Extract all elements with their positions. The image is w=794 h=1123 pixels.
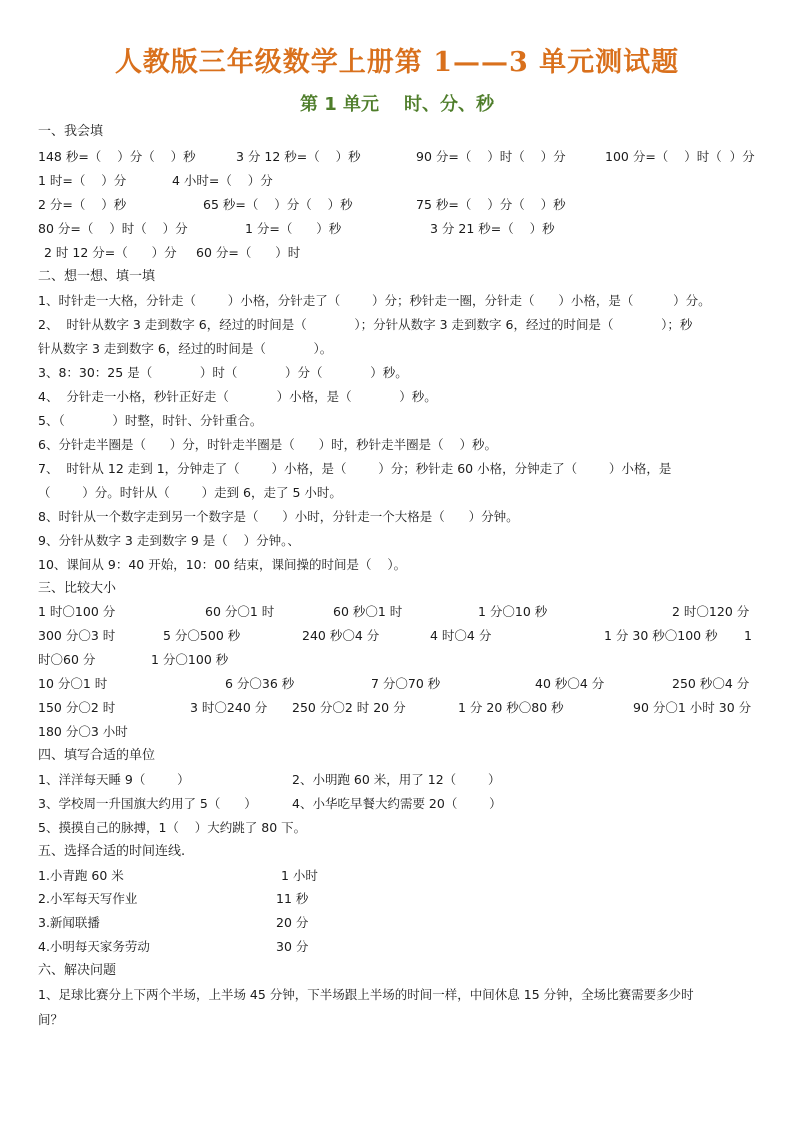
s2-question-7-cont: （ ）分。时针从（ ）走到 6，走了 5 小时。 xyxy=(38,485,342,500)
s2-question-9: 9、分针从数字 3 走到数字 9 是（ ）分钟。、 xyxy=(38,533,300,548)
s3-compare-item: 1 分 20 秒〇80 秒 xyxy=(458,700,564,715)
s3-compare-item: 250 秒〇4 分 xyxy=(672,676,750,691)
s5-duration: 1 小时 xyxy=(281,868,318,883)
s2-question-3: 3、8：30：25 是（ ）时（ ）分（ ）秒。 xyxy=(38,365,408,380)
s1-r1-item: 90 分=（ ）时（ ）分 xyxy=(416,149,566,164)
s3-compare-item: 10 分〇1 时 xyxy=(38,676,108,691)
s2-question-7: 7、 时针从 12 走到 1，分钟走了（ ）小格，是（ ）分；秒针走 60 小格，分钟走了（ ）小格，是 xyxy=(38,461,672,476)
s2-question-6: 6、分针走半圈是（ ）分，时针走半圈是（ ）时，秒针走半圈是（ ）秒。 xyxy=(38,437,498,452)
s4-row-3: 5、摸摸自己的脉搏，1（ ）大约跳了 80 下。 xyxy=(38,820,307,835)
s3-compare-item: 1 xyxy=(744,628,752,643)
s2-question-8: 8、时针从一个数字走到另一个数字是（ ）小时，分针走一个大格是（ ）分钟。 xyxy=(38,509,519,524)
s5-duration: 30 分 xyxy=(276,939,309,954)
section-4-heading: 四、填写合适的单位 xyxy=(38,748,156,763)
s3-compare-item: 240 秒〇4 分 xyxy=(302,628,380,643)
s3-compare-item: 90 分〇1 小时 30 分 xyxy=(633,700,752,715)
s2-question-1: 1、时针走一大格，分针走（ ）小格，分针走了（ ）分；秒针走一圈，分针走（ ）小格，是（ ）分。 xyxy=(38,293,711,308)
section-3-heading: 三、比较大小 xyxy=(38,581,117,596)
s3-compare-item: 60 秒〇1 时 xyxy=(333,604,403,619)
s1-r5-item: 60 分=（ ）时 xyxy=(196,245,301,260)
s3-compare-item: 2 时〇120 分 xyxy=(672,604,750,619)
s3-compare-item: 时〇60 分 xyxy=(38,652,96,667)
s1-r3-item: 65 秒=（ ）分（ ）秒 xyxy=(203,197,353,212)
s1-r4-item: 80 分=（ ）时（ ）分 xyxy=(38,221,188,236)
s1-r1-item: 148 秒=（ ）分（ ）秒 xyxy=(38,149,196,164)
s3-compare-item: 4 时〇4 分 xyxy=(430,628,492,643)
section-5-heading: 五、选择合适的时间连线. xyxy=(38,844,186,859)
s6-question-1: 1、足球比赛分上下两个半场，上半场 45 分钟，下半场跟上半场的时间一样，中间休息 15 分钟，全场比赛需要多少时 xyxy=(38,987,694,1002)
s3-compare-item: 6 分〇36 秒 xyxy=(225,676,295,691)
s3-compare-item: 300 分〇3 时 xyxy=(38,628,116,643)
s5-activity: 2.小军每天写作业 xyxy=(38,891,138,906)
s3-compare-item: 1 分〇100 秒 xyxy=(151,652,229,667)
s4-item: 2、小明跑 60 米，用了 12（ ） xyxy=(292,772,501,787)
s1-r1-item: 3 分 12 秒=（ ）秒 xyxy=(236,149,361,164)
s5-duration: 11 秒 xyxy=(276,891,309,906)
s1-r1-item: 100 分=（ ）时（ ）分 xyxy=(605,149,755,164)
s3-compare-item: 150 分〇2 时 xyxy=(38,700,116,715)
s3-compare-item: 250 分〇2 时 20 分 xyxy=(292,700,406,715)
s4-item: 1、洋洋每天睡 9（ ） xyxy=(38,772,190,787)
s3-compare-item: 1 分〇10 秒 xyxy=(478,604,548,619)
section-6-heading: 六、解决问题 xyxy=(38,963,117,978)
section-2-heading: 二、想一想、填一填 xyxy=(38,269,156,284)
s2-question-4: 4、 分针走一小格，秒针正好走（ ）小格，是（ ）秒。 xyxy=(38,389,437,404)
s3-compare-item: 3 时〇240 分 xyxy=(190,700,268,715)
unit-subtitle: 第 1 单元 时、分、秒 xyxy=(299,94,495,115)
s3-compare-item: 5 分〇500 秒 xyxy=(163,628,241,643)
s2-question-2-cont: 针从数字 3 走到数字 6，经过的时间是（ ）。 xyxy=(38,341,333,356)
s1-r5-item: 2 时 12 分=（ ）分 xyxy=(44,245,177,260)
s3-compare-item: 7 分〇70 秒 xyxy=(371,676,441,691)
s5-activity: 1.小青跑 60 米 xyxy=(38,868,124,883)
s1-r4-item: 1 分=（ ）秒 xyxy=(245,221,342,236)
s1-r3-item: 75 秒=（ ）分（ ）秒 xyxy=(416,197,566,212)
s2-question-10: 10、课间从 9：40 开始，10：00 结束，课间操的时间是（ ）。 xyxy=(38,557,407,572)
s1-r2-item: 4 小时=（ ）分 xyxy=(172,173,273,188)
section-1-heading: 一、我会填 xyxy=(38,124,104,139)
s2-question-5: 5、（ ）时整，时针、分针重合。 xyxy=(38,413,263,428)
s3-compare-item: 60 分〇1 时 xyxy=(205,604,275,619)
s3-compare-item: 1 分 30 秒〇100 秒 xyxy=(604,628,718,643)
s1-r4-item: 3 分 21 秒=（ ）秒 xyxy=(430,221,555,236)
s5-activity: 4.小明每天家务劳动 xyxy=(38,939,150,954)
s4-item: 4、小华吃早餐大约需要 20（ ） xyxy=(292,796,502,811)
s5-activity: 3.新闻联播 xyxy=(38,915,100,930)
s2-question-2: 2、 时针从数字 3 走到数字 6，经过的时间是（ ）；分针从数字 3 走到数字 6，经过的时间是（ ）；秒 xyxy=(38,317,693,332)
s1-r3-item: 2 分=（ ）秒 xyxy=(38,197,127,212)
s3-compare-item: 180 分〇3 小时 xyxy=(38,724,128,739)
s6-question-1-cont: 间？ xyxy=(38,1012,64,1027)
s5-duration: 20 分 xyxy=(276,915,309,930)
page-title: 人教版三年级数学上册第 1——3 单元测试题 xyxy=(114,47,680,78)
s3-compare-item: 40 秒〇4 分 xyxy=(535,676,605,691)
s4-item: 3、学校周一升国旗大约用了 5（ ） xyxy=(38,796,257,811)
s3-compare-item: 1 时〇100 分 xyxy=(38,604,116,619)
s1-r2-item: 1 时=（ ）分 xyxy=(38,173,127,188)
